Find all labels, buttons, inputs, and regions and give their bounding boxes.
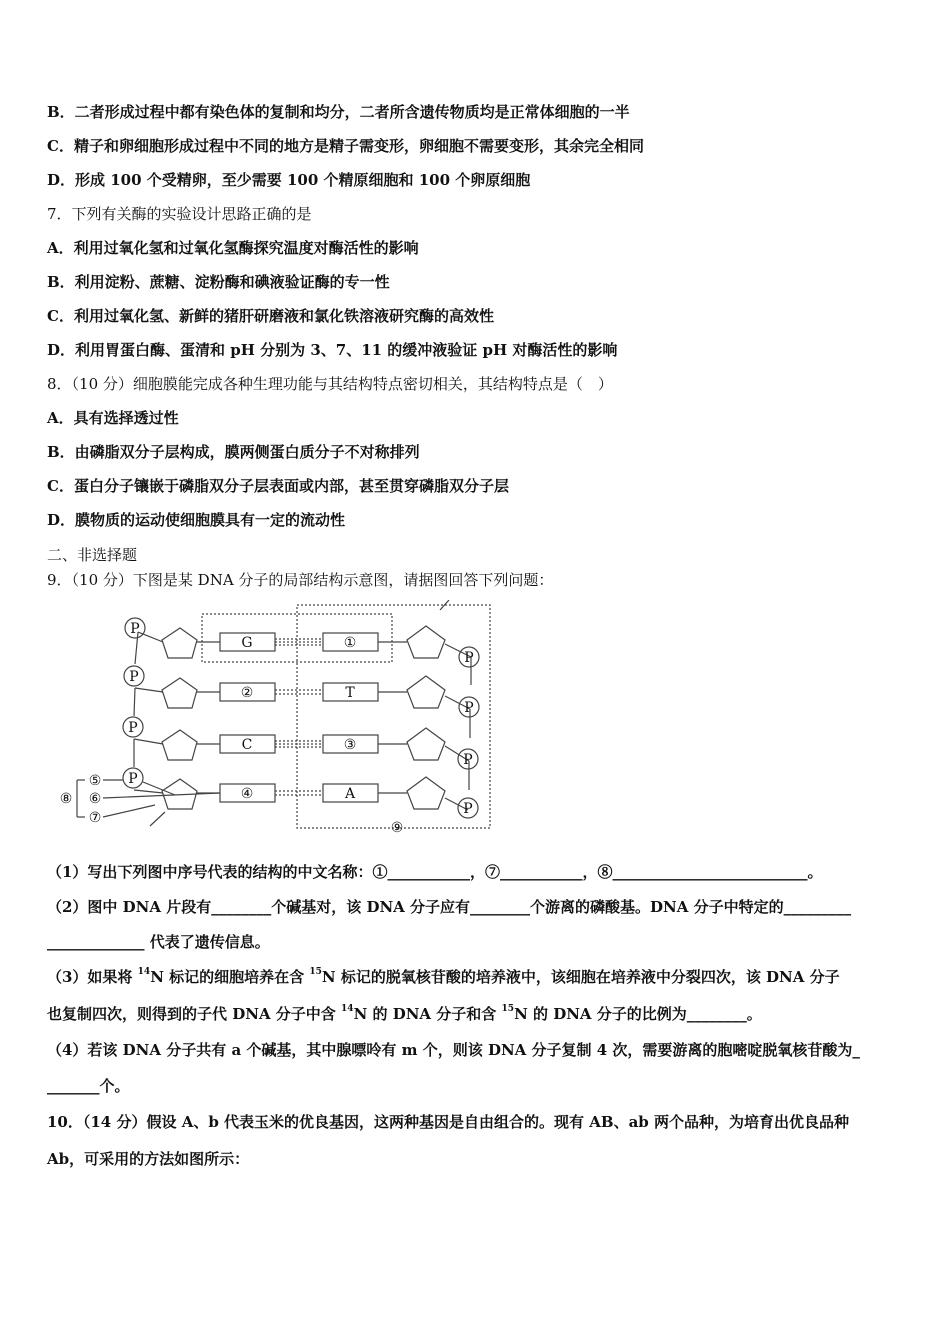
- superscript-15: 15: [501, 1004, 515, 1014]
- marker-8: ⑧: [59, 791, 73, 807]
- right-base-label: A: [344, 786, 356, 802]
- q9-part3-line1: （3）如果将 $^{14}$N 标记的细胞培养在含 $^{15}$N 标记的脱氧核苷酸的培养液中，该细胞在培养液中分裂四次，该 DNA 分子: [47, 967, 840, 986]
- phosphate-label: P: [128, 720, 138, 736]
- phosphate-label: P: [130, 621, 140, 637]
- q7-option-c: C．利用过氧化氢、新鲜的猪肝研磨液和氯化铁溶液研究酶的高效性: [47, 307, 494, 325]
- q9-part4-line2: _______个。: [47, 1077, 130, 1095]
- q8-option-c: C．蛋白分子镶嵌于磷脂双分子层表面或内部，甚至贯穿磷脂双分子层: [47, 477, 509, 495]
- right-base-label: T: [345, 685, 355, 701]
- q6-option-c: C．精子和卵细胞形成过程中不同的地方是精子需变形，卵细胞不需要变形，其余完全相同: [47, 137, 644, 155]
- phosphate-label: P: [464, 650, 474, 666]
- dashed-box-9: [297, 605, 490, 828]
- superscript-14: 14: [341, 1004, 354, 1014]
- q8-option-d: D．膜物质的运动使细胞膜具有一定的流动性: [47, 511, 346, 529]
- q7-stem: 7．下列有关酶的实验设计思路正确的是: [47, 205, 312, 223]
- q6-option-d: D．形成 100 个受精卵，至少需要 100 个精原细胞和 100 个卵原细胞: [47, 171, 531, 189]
- right-base-label: ③: [343, 737, 357, 753]
- dashed-box-1: [202, 614, 392, 662]
- left-base-label: ②: [240, 685, 254, 701]
- q10-line2: Ab，可采用的方法如图所示：: [47, 1150, 250, 1168]
- q6-option-b: B．二者形成过程中都有染色体的复制和均分，二者所含遗传物质均是正常体细胞的一半: [47, 103, 630, 121]
- left-base-label: ④: [240, 786, 254, 802]
- q9-part1: （1）写出下列图中序号代表的结构的中文名称：①___________，⑦___________，⑧__________________________。: [47, 863, 823, 881]
- left-base-label: C: [241, 737, 253, 753]
- phosphate-label: P: [463, 801, 473, 817]
- marker-6: ⑥: [88, 791, 102, 807]
- dna-structure-figure: [55, 600, 495, 835]
- q9-part3-line2: 也复制四次，则得到的子代 DNA 分子中含 $^{14}$N 的 DNA 分子和含 $^{15}$N 的 DNA 分子的比例为________。: [47, 1004, 762, 1023]
- q8-stem: 8．（10 分）细胞膜能完成各种生理功能与其结构特点密切相关，其结构特点是（ ）: [47, 375, 613, 393]
- phosphate-label: P: [463, 752, 473, 768]
- phosphate-label: P: [464, 700, 474, 716]
- q9-part2-line2: _____________ 代表了遗传信息。: [47, 933, 270, 951]
- q7-option-a: A．利用过氧化氢和过氧化氢酶探究温度对酶活性的影响: [47, 239, 419, 257]
- q8-option-b: B．由磷脂双分子层构成，膜两侧蛋白质分子不对称排列: [47, 443, 420, 461]
- phosphate-label: P: [128, 771, 138, 787]
- q9-stem: 9．（10 分）下图是某 DNA 分子的局部结构示意图，请据图回答下列问题：: [47, 571, 554, 589]
- q9-part4-line1: （4）若该 DNA 分子共有 a 个碱基，其中腺嘌呤有 m 个，则该 DNA 分子复制 4 次，需要游离的胞嘧啶脱氧核苷酸为_: [47, 1041, 860, 1059]
- marker-5: ⑤: [88, 773, 102, 789]
- superscript-14: 14: [137, 967, 151, 977]
- q7-option-b: B．利用淀粉、蔗糖、淀粉酶和碘液验证酶的专一性: [47, 273, 390, 291]
- q9-part2-line1: （2）图中 DNA 片段有________个碱基对，该 DNA 分子应有________个游离的磷酸基。DNA 分子中特定的_________: [47, 898, 852, 916]
- q8-option-a: A．具有选择透过性: [47, 409, 179, 427]
- q10-line1: 10．（14 分）假设 A、b 代表玉米的优良基因，这两种基因是自由组合的。现有 AB、ab 两个品种，为培育出优良品种: [47, 1113, 850, 1131]
- marker-7: ⑦: [88, 810, 102, 826]
- q7-option-d: D．利用胃蛋白酶、蛋清和 pH 分别为 3、7、11 的缓冲液验证 pH 对酶活性的影响: [47, 341, 618, 359]
- section-title: 二、非选择题: [47, 546, 138, 564]
- superscript-15: 15: [309, 967, 322, 977]
- phosphate-label: P: [129, 669, 139, 685]
- marker-9: ⑨: [390, 820, 404, 835]
- left-base-label: G: [241, 635, 253, 651]
- right-base-label: ①: [343, 635, 357, 651]
